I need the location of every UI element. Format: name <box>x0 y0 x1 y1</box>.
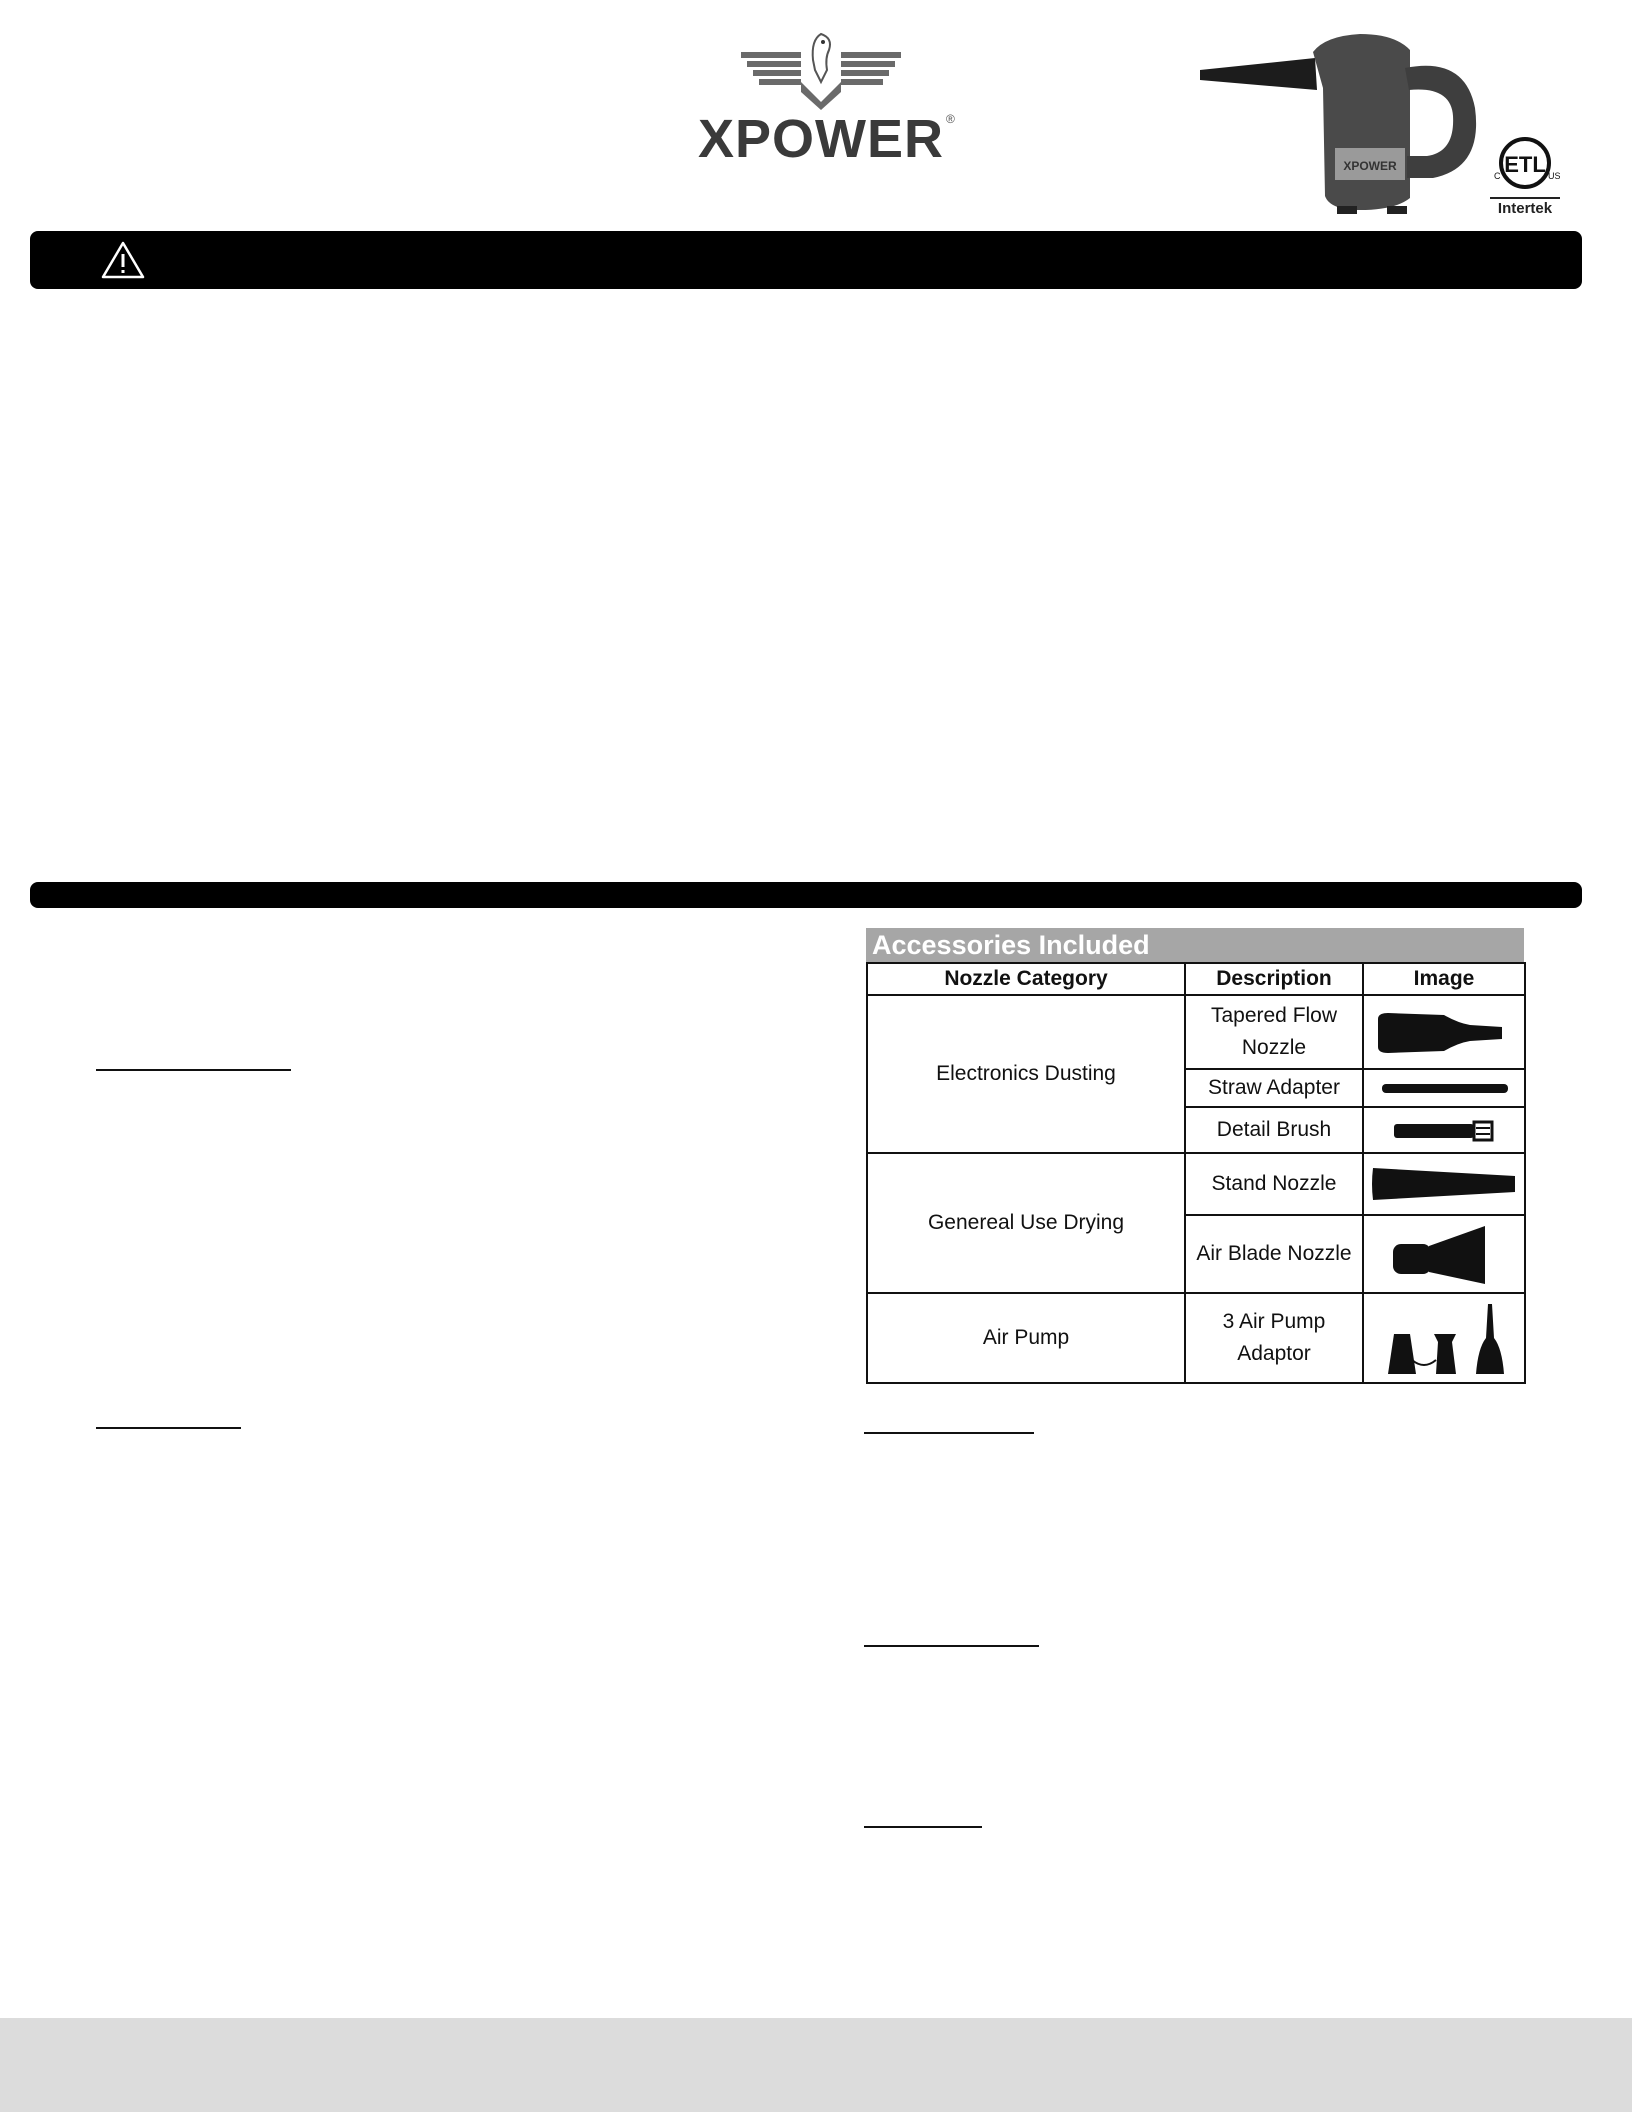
registered-mark: ® <box>946 112 955 126</box>
air-blade-nozzle-icon <box>1389 1222 1499 1286</box>
product-badge: XPOWER <box>1343 159 1397 173</box>
warning-banner <box>30 231 1582 289</box>
image-cell <box>1363 1215 1525 1293</box>
xpower-logo <box>676 30 966 170</box>
column-header: Image <box>1363 963 1525 995</box>
stand-nozzle-icon <box>1369 1164 1519 1204</box>
svg-text:US: US <box>1548 171 1560 181</box>
air-pump-adaptors-icon <box>1374 1298 1514 1378</box>
eagle-emblem-icon <box>741 30 901 110</box>
warning-triangle-icon <box>100 240 146 280</box>
description-cell: Air Blade Nozzle <box>1185 1215 1363 1293</box>
accessories-table <box>866 928 1524 1384</box>
heading-underline <box>864 1645 1039 1647</box>
table-row <box>867 1153 1525 1215</box>
table-row <box>867 1293 1525 1383</box>
description-cell: Tapered Flow Nozzle <box>1185 995 1363 1069</box>
etl-certification-mark <box>1490 135 1560 225</box>
column-header: Description <box>1185 963 1363 995</box>
brand-wordmark: XPOWER <box>697 109 945 169</box>
description-cell: Detail Brush <box>1185 1107 1363 1153</box>
air-blower-product-image <box>1195 28 1485 218</box>
detail-brush-icon <box>1384 1118 1504 1142</box>
heading-underline <box>96 1427 241 1429</box>
category-cell: Genereal Use Drying <box>867 1153 1185 1293</box>
certification-label: Intertek <box>1490 197 1560 217</box>
svg-text:ETL: ETL <box>1504 152 1546 177</box>
accessories-title: Accessories Included <box>866 928 1524 962</box>
etl-icon <box>1490 135 1560 197</box>
category-cell: Air Pump <box>867 1293 1185 1383</box>
svg-text:C: C <box>1494 171 1501 181</box>
heading-underline <box>864 1432 1034 1434</box>
footer-band <box>0 2018 1632 2112</box>
column-header: Nozzle Category <box>867 963 1185 995</box>
description-cell: Stand Nozzle <box>1185 1153 1363 1215</box>
tapered-nozzle-icon <box>1374 1007 1514 1057</box>
image-cell <box>1363 1153 1525 1215</box>
image-cell <box>1363 995 1525 1069</box>
image-cell <box>1363 1293 1525 1383</box>
heading-underline <box>96 1069 291 1071</box>
table-row <box>867 995 1525 1069</box>
description-cell: Straw Adapter <box>1185 1069 1363 1107</box>
image-cell <box>1363 1069 1525 1107</box>
category-cell: Electronics Dusting <box>867 995 1185 1153</box>
image-cell <box>1363 1107 1525 1153</box>
heading-underline <box>864 1826 982 1828</box>
description-cell: 3 Air Pump Adaptor <box>1185 1293 1363 1383</box>
section-banner <box>30 882 1582 908</box>
straw-adapter-icon <box>1374 1080 1514 1096</box>
